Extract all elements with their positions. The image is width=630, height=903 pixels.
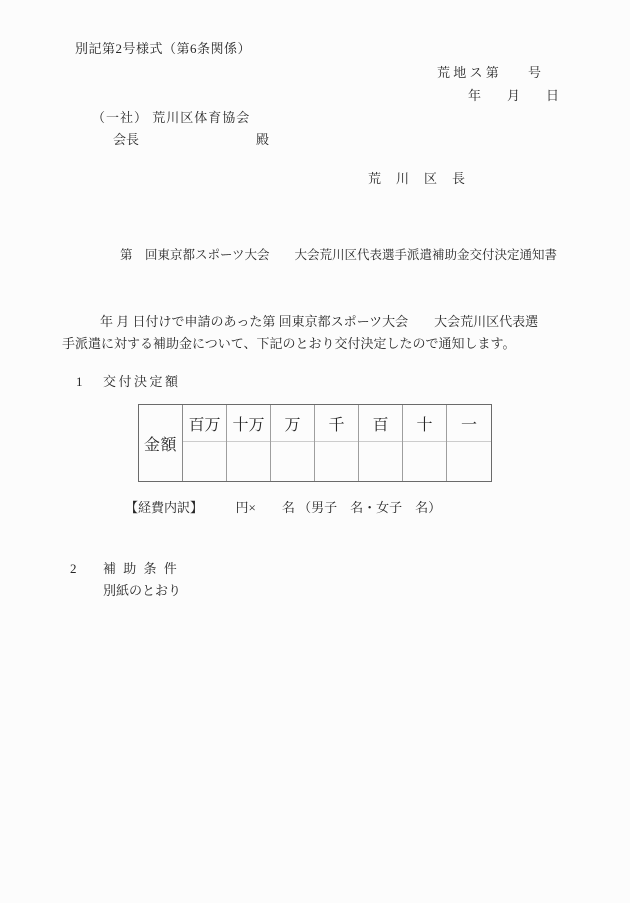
digit-column-millions [183, 405, 227, 481]
amount-digit-cell [447, 442, 491, 480]
digit-column-thousands [315, 405, 359, 481]
amount-digit-cell [359, 442, 402, 480]
section2-heading: 補 助 条 件 [103, 561, 179, 576]
amount-table-row-label: 金額 [139, 405, 183, 481]
body-paragraph-line1: 年 月 日付けで申請のあった第 回東京都スポーツ大会 大会荒川区代表選 [100, 314, 539, 329]
digit-column-header: 十 [403, 405, 446, 442]
sender-name: 荒 川 区 長 [368, 171, 467, 186]
form-number: 別記第2号様式（第6条関係） [75, 41, 252, 56]
digit-column-header: 一 [447, 405, 491, 442]
digit-column-hundreds [359, 405, 403, 481]
digit-column-header: 十万 [227, 405, 270, 442]
amount-table [138, 404, 492, 482]
digit-column-ones [447, 405, 491, 481]
digit-column-header: 百 [359, 405, 402, 442]
document-title: 第 回東京都スポーツ大会 大会荒川区代表選手派遣補助金交付決定通知書 [120, 248, 558, 262]
section1-heading: 交付決定額 [103, 374, 181, 389]
section2-number: 2 [70, 561, 77, 576]
recipient-addressee: 会長 殿 [113, 132, 270, 147]
amount-digit-cell [227, 442, 270, 480]
recipient-organization: （一社） 荒川区体育協会 [92, 110, 251, 125]
amount-digit-cell [315, 442, 358, 480]
amount-digit-cell [183, 442, 226, 480]
digit-column-header: 千 [315, 405, 358, 442]
digit-column-ten-thousands [271, 405, 315, 481]
digit-column-header: 百万 [183, 405, 226, 442]
amount-digit-cell [271, 442, 314, 480]
section1-number: 1 [76, 374, 83, 389]
digit-column-hundred-thousands [227, 405, 271, 481]
body-paragraph-line2: 手派遣に対する補助金について、下記のとおり交付決定したので通知します。 [62, 336, 516, 351]
amount-digit-cell [403, 442, 446, 480]
digit-column-header: 万 [271, 405, 314, 442]
section2-detail: 別紙のとおり [103, 583, 182, 598]
date-line: 年 月 日 [468, 88, 560, 103]
expense-breakdown-note: 【経費内訳】 円× 名 （男子 名・女子 名） [125, 500, 442, 515]
digit-column-tens [403, 405, 447, 481]
document-number-line: 荒 地 ス 第 号 [437, 65, 542, 80]
